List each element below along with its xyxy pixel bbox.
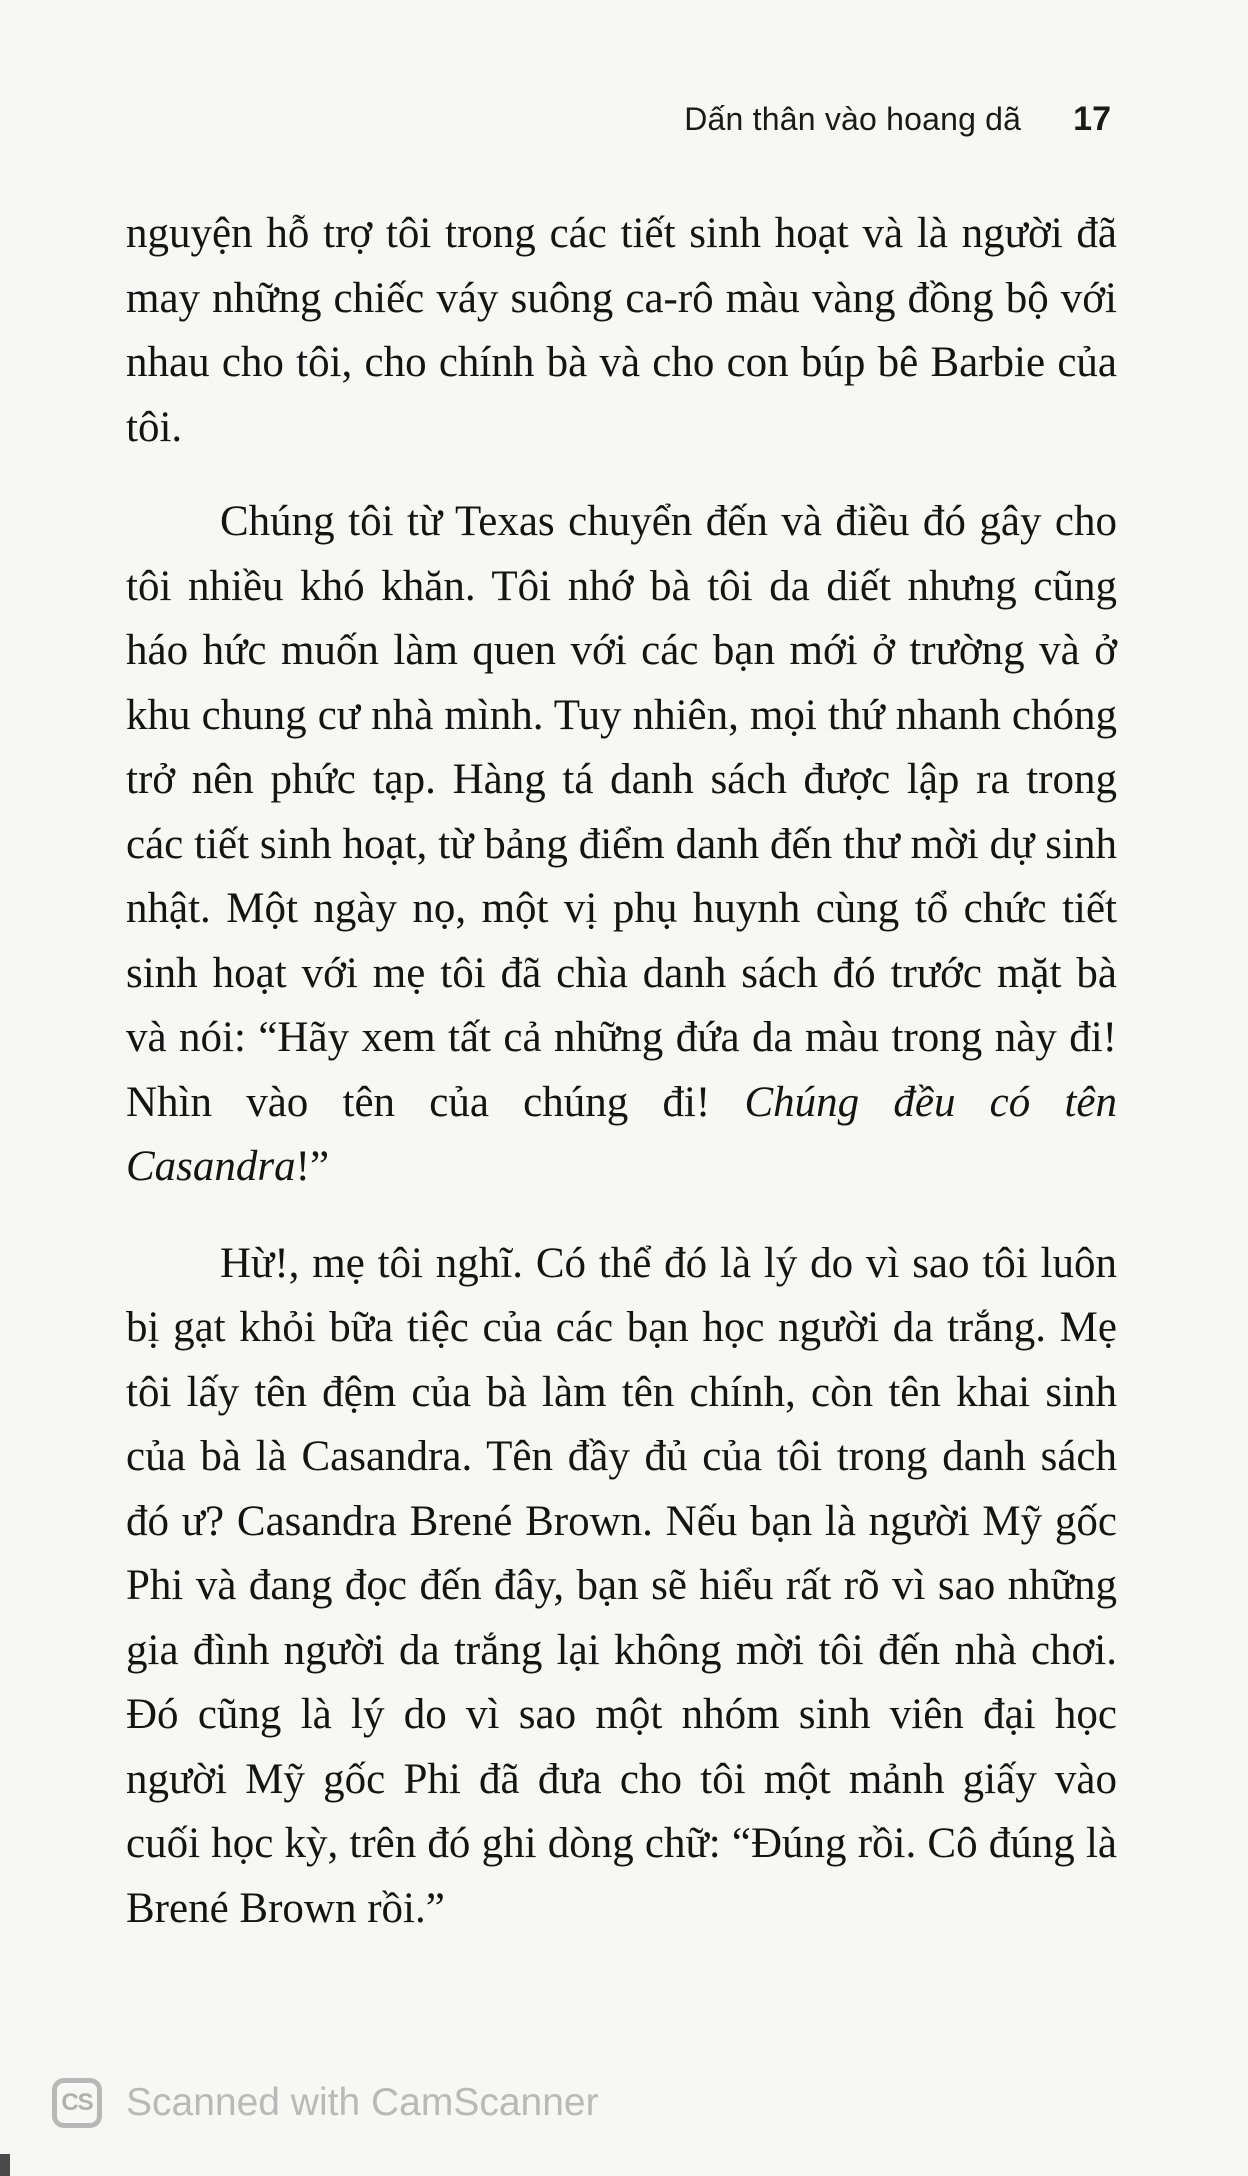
paragraph-2-italic: Chúng đều có tên Casandra [126, 1078, 1117, 1190]
body-text [126, 202, 1117, 1941]
camscanner-watermark [52, 2078, 599, 2128]
paragraph-2-tail: !” [295, 1143, 330, 1190]
running-header [684, 100, 1111, 139]
paragraph-1: nguyện hỗ trợ tôi trong các tiết sinh hoạt và là người đã may những chiếc váy suông ca-rô màu vàng đồng bộ với nhau cho tôi, cho chính bà và cho con búp bê Barbie của tôi. [126, 210, 1117, 451]
paragraph-3: Hừ!, mẹ tôi nghĩ. Có thể đó là lý do vì sao tôi luôn bị gạt khỏi bữa tiệc của các bạn học người da trắng. Mẹ tôi lấy tên đệm của bà làm tên chính, còn tên khai sinh của bà là Casandra. Tên đầy đủ của tôi trong danh sách đó ư? Casandra Brené Brown. Nếu bạn là người Mỹ gốc Phi và đang đọc đến đây, bạn sẽ hiểu rất rõ vì sao những gia đình người da trắng lại không mời tôi đến nhà chơi. Đó cũng là lý do vì sao một nhóm sinh viên đại học người Mỹ gốc Phi đã đưa cho tôi một mảnh giấy vào cuối học kỳ, trên đó ghi dòng chữ: “Đúng rồi. Cô đúng là Brené Brown rồi.” [126, 1239, 1117, 1932]
paragraph-2 [126, 490, 1117, 1200]
running-title: Dấn thân vào hoang dã [684, 101, 1022, 137]
camscanner-logo-icon: CS [52, 2078, 102, 2128]
watermark-text: Scanned with CamScanner [126, 2081, 599, 2124]
paragraph-2-text: Chúng tôi từ Texas chuyển đến và điều đó gây cho tôi nhiều khó khăn. Tôi nhớ bà tôi da diết nhưng cũng háo hức muốn làm quen với các bạn mới ở trường và ở khu chung cư nhà mình. Tuy nhiên, mọi thứ nhanh chóng trở nên phức tạp. Hàng tá danh sách được lập ra trong các tiết sinh hoạt, từ bảng điểm danh đến thư mời dự sinh nhật. Một ngày nọ, một vị phụ huynh cùng tổ chức tiết sinh hoạt với mẹ tôi đã chìa danh sách đó trước mặt bà và nói: “Hãy xem tất cả những đứa da màu trong này đi! Nhìn vào tên của chúng đi! [126, 498, 1117, 1126]
scan-edge-mark [0, 2154, 10, 2176]
page-number: 17 [1073, 100, 1111, 138]
